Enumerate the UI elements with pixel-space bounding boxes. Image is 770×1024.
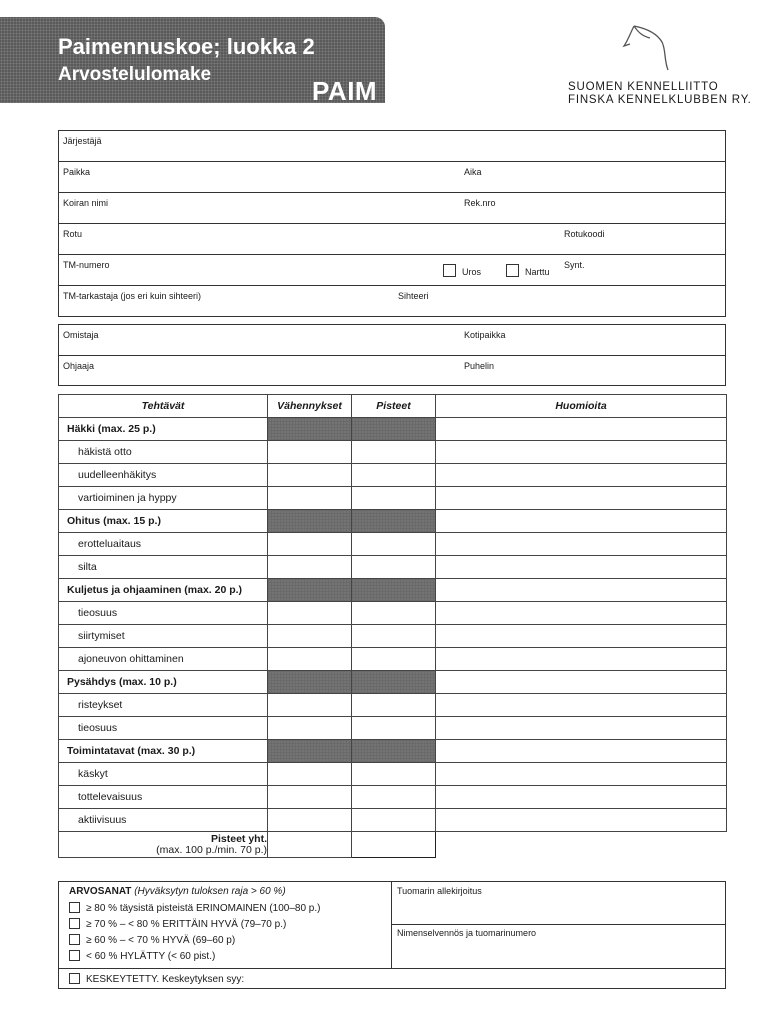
deduction-cell[interactable]: [268, 487, 352, 510]
deduction-cell[interactable]: [268, 717, 352, 740]
grade-option: [69, 950, 215, 962]
divider: [391, 924, 725, 925]
grades-heading-line: [69, 886, 286, 897]
table-row: [59, 441, 727, 464]
points-cell[interactable]: [352, 464, 436, 487]
notes-cell[interactable]: [436, 671, 727, 694]
notes-cell[interactable]: [436, 717, 727, 740]
deduction-cell[interactable]: [268, 694, 352, 717]
notes-cell[interactable]: [436, 740, 727, 763]
task-label: uudelleenhäkitys: [59, 464, 268, 487]
category-label: Häkki (max. 25 p.): [59, 418, 268, 441]
owner-info-box: [58, 324, 726, 386]
task-label: vartioiminen ja hyppy: [59, 487, 268, 510]
dog-head-icon: [620, 22, 672, 72]
task-label: häkistä otto: [59, 441, 268, 464]
task-label: siirtymiset: [59, 625, 268, 648]
task-label: käskyt: [59, 763, 268, 786]
notes-cell[interactable]: [436, 602, 727, 625]
grade-excellent-checkbox[interactable]: [69, 902, 80, 913]
org-name-sv: FINSKA KENNELKLUBBEN RY.: [568, 94, 752, 106]
grades-box: [58, 881, 726, 989]
total-label: Pisteet yht.: [210, 832, 267, 845]
shaded-cell: [352, 740, 436, 763]
total-deductions-cell[interactable]: [268, 832, 352, 858]
table-row: [59, 533, 727, 556]
aborted-label: KESKEYTETTY. Keskeytyksen syy:: [86, 974, 245, 985]
table-row: [59, 418, 727, 441]
form-title: Paimennuskoe; luokka 2: [58, 34, 315, 59]
deduction-cell[interactable]: [268, 763, 352, 786]
table-row: [59, 579, 727, 602]
table-row: [59, 625, 727, 648]
table-row: [59, 786, 727, 809]
deduction-cell[interactable]: [268, 809, 352, 832]
points-cell[interactable]: [352, 487, 436, 510]
shaded-cell: [268, 510, 352, 533]
shaded-cell: [268, 671, 352, 694]
dog-name-label: Koiran nimi: [63, 198, 109, 208]
points-cell[interactable]: [352, 717, 436, 740]
grade-option: [69, 918, 286, 930]
task-label: ajoneuvon ohittaminen: [59, 648, 268, 671]
grade-option: [69, 902, 320, 914]
task-label: risteykset: [59, 694, 268, 717]
task-label: erotteluaitaus: [59, 533, 268, 556]
deduction-cell[interactable]: [268, 602, 352, 625]
table-row: [59, 694, 727, 717]
col-points-header: Pisteet: [352, 395, 436, 418]
points-cell[interactable]: [352, 694, 436, 717]
shaded-cell: [268, 579, 352, 602]
male-label: Uros: [462, 267, 482, 277]
notes-cell[interactable]: [436, 556, 727, 579]
shaded-cell: [352, 510, 436, 533]
category-label: Toimintatavat (max. 30 p.): [59, 740, 268, 763]
task-label: tieosuus: [59, 717, 268, 740]
grade-good-label: ≥ 60 % – < 70 % HYVÄ (69–60 p): [86, 935, 236, 946]
notes-cell[interactable]: [436, 786, 727, 809]
breed-label: Rotu: [63, 229, 83, 239]
phone-label: Puhelin: [464, 361, 495, 371]
notes-cell[interactable]: [436, 533, 727, 556]
grades-heading: ARVOSANAT: [69, 886, 132, 897]
born-label: Synt.: [564, 260, 585, 270]
grade-good-checkbox[interactable]: [69, 934, 80, 945]
grade-very-good-checkbox[interactable]: [69, 918, 80, 929]
notes-cell[interactable]: [436, 579, 727, 602]
aborted-option: [69, 973, 244, 985]
total-label-cell: [59, 832, 268, 858]
total-points-cell[interactable]: [352, 832, 436, 858]
points-cell[interactable]: [352, 441, 436, 464]
points-cell[interactable]: [352, 533, 436, 556]
judge-signature-label: Tuomarin allekirjoitus: [397, 886, 482, 896]
col-notes-header: Huomioita: [436, 395, 727, 418]
grade-failed-checkbox[interactable]: [69, 950, 80, 961]
category-label: Pysähdys (max. 10 p.): [59, 671, 268, 694]
shaded-cell: [268, 740, 352, 763]
task-label: tieosuus: [59, 602, 268, 625]
shaded-cell: [268, 418, 352, 441]
tm-inspector-label: TM-tarkastaja (jos eri kuin sihteeri): [63, 291, 202, 301]
table-row: [59, 740, 727, 763]
notes-cell[interactable]: [436, 763, 727, 786]
table-row: [59, 510, 727, 533]
event-info-box: [58, 130, 726, 317]
col-deductions-header: Vähennykset: [268, 395, 352, 418]
grade-very-good-label: ≥ 70 % – < 80 % ERITTÄIN HYVÄ (79–70 p.): [86, 919, 287, 930]
empty-cell: [436, 832, 727, 858]
table-row: [59, 717, 727, 740]
deduction-cell[interactable]: [268, 464, 352, 487]
table-row: [59, 487, 727, 510]
organizer-label: Järjestäjä: [63, 136, 102, 146]
owner-label: Omistaja: [63, 330, 99, 340]
points-cell[interactable]: [352, 763, 436, 786]
female-checkbox[interactable]: [506, 264, 519, 277]
notes-cell[interactable]: [436, 441, 727, 464]
table-row: [59, 464, 727, 487]
deduction-cell[interactable]: [268, 533, 352, 556]
deduction-cell[interactable]: [268, 625, 352, 648]
form-subtitle: Arvostelulomake: [58, 64, 212, 85]
grades-note: (Hyväksytyn tuloksen raja > 60 %): [134, 886, 286, 897]
deduction-cell[interactable]: [268, 648, 352, 671]
notes-cell[interactable]: [436, 625, 727, 648]
grade-failed-label: < 60 % HYLÄTTY (< 60 pist.): [86, 951, 216, 962]
notes-cell[interactable]: [436, 464, 727, 487]
task-label: aktiivisuus: [59, 809, 268, 832]
deduction-cell[interactable]: [268, 786, 352, 809]
aborted-checkbox[interactable]: [69, 973, 80, 984]
notes-cell[interactable]: [436, 809, 727, 832]
points-cell[interactable]: [352, 602, 436, 625]
tm-number-label: TM-numero: [63, 260, 110, 270]
org-name-fi: SUOMEN KENNELLIITTO: [568, 81, 719, 93]
home-label: Kotipaikka: [464, 330, 506, 340]
form-code: PAIM: [312, 76, 378, 106]
category-label: Kuljetus ja ohjaaminen (max. 20 p.): [59, 579, 268, 602]
points-cell[interactable]: [352, 556, 436, 579]
grade-option: [69, 934, 235, 946]
total-sub-label: (max. 100 p./min. 70 p.): [156, 843, 267, 856]
shaded-cell: [352, 671, 436, 694]
notes-cell[interactable]: [436, 694, 727, 717]
divider: [391, 882, 392, 968]
notes-cell[interactable]: [436, 487, 727, 510]
female-label: Narttu: [525, 267, 550, 277]
notes-cell[interactable]: [436, 418, 727, 441]
table-row: [59, 671, 727, 694]
points-cell[interactable]: [352, 625, 436, 648]
secretary-label: Sihteeri: [398, 291, 429, 301]
table-row: [59, 602, 727, 625]
shaded-cell: [352, 418, 436, 441]
tasks-table: [58, 394, 727, 858]
deduction-cell[interactable]: [268, 441, 352, 464]
table-row: [59, 648, 727, 671]
deduction-cell[interactable]: [268, 556, 352, 579]
col-tasks-header: Tehtävät: [59, 395, 268, 418]
notes-cell[interactable]: [436, 648, 727, 671]
category-label: Ohitus (max. 15 p.): [59, 510, 268, 533]
points-cell[interactable]: [352, 809, 436, 832]
shaded-cell: [352, 579, 436, 602]
table-row: [59, 763, 727, 786]
grade-excellent-label: ≥ 80 % täysistä pisteistä ERINOMAINEN (100–80 p.): [86, 903, 321, 914]
time-label: Aika: [464, 167, 482, 177]
judge-name-label: Nimenselvennös ja tuomarinumero: [397, 928, 537, 938]
male-checkbox[interactable]: [443, 264, 456, 277]
task-label: tottelevaisuus: [59, 786, 268, 809]
points-cell[interactable]: [352, 648, 436, 671]
breed-code-label: Rotukoodi: [564, 229, 605, 239]
table-row: [59, 556, 727, 579]
place-label: Paikka: [63, 167, 91, 177]
points-cell[interactable]: [352, 786, 436, 809]
table-row: [59, 809, 727, 832]
reg-no-label: Rek.nro: [464, 198, 496, 208]
total-row: [59, 832, 727, 858]
task-label: silta: [59, 556, 268, 579]
divider: [59, 968, 725, 969]
notes-cell[interactable]: [436, 510, 727, 533]
handler-label: Ohjaaja: [63, 361, 95, 371]
